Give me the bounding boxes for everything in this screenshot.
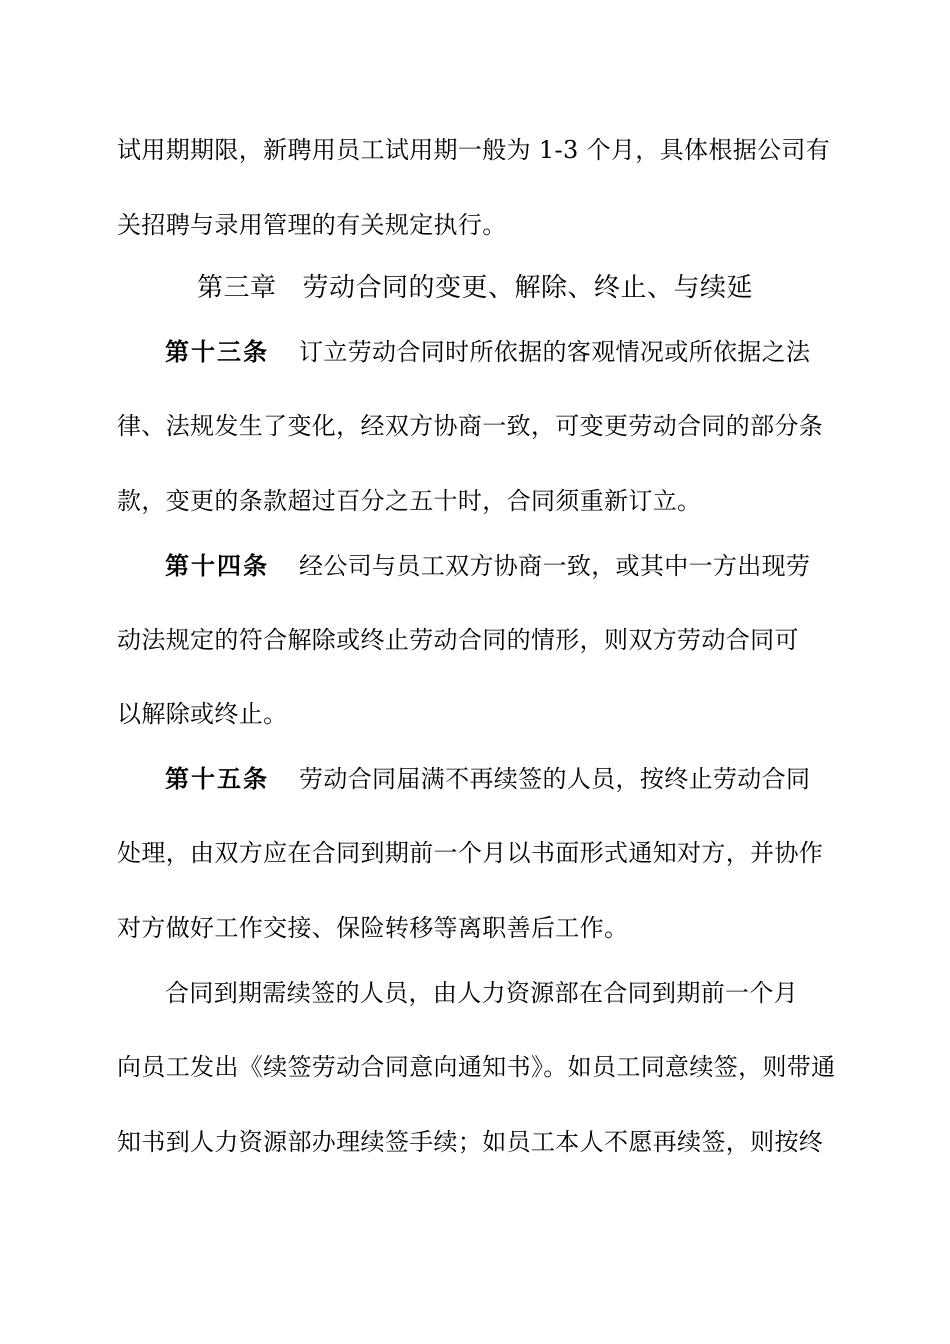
article-13-number: 第十三条: [165, 338, 269, 366]
article-14-line-1: [165, 551, 837, 581]
article-15-line-2: 处理，由双方应在合同到期前一个月以书面形式通知对方，并协作: [117, 839, 824, 867]
chapter-heading: [0, 272, 950, 304]
article-14-text-1: 经公司与员工双方协商一致，或其中一方出现劳: [299, 552, 811, 580]
article-13-text-1: 订立劳动合同时所依据的客观情况或所依据之法: [299, 338, 811, 366]
intro-line-2: 关招聘与录用管理的有关规定执行。: [117, 211, 507, 239]
article-15-line-1: [165, 764, 837, 794]
article-15-line-3: 对方做好工作交接、保险转移等离职善后工作。: [117, 914, 629, 942]
chapter-title: 劳动合同的变更、解除、终止、与续延: [302, 273, 754, 303]
article-14-line-2: 动法规定的符合解除或终止劳动合同的情形，则双方劳动合同可: [117, 626, 799, 654]
article-14-line-3: 以解除或终止。: [117, 700, 288, 728]
renewal-line-2: 向员工发出《续签劳动合同意向通知书》。如员工同意续签，则带通: [117, 1053, 836, 1081]
intro-line-1: 试用期期限，新聘用员工试用期一般为 1-3 个月，具体根据公司有: [117, 136, 831, 164]
article-14-number: 第十四条: [165, 552, 269, 580]
article-13-line-1: [165, 337, 837, 367]
renewal-line-1: 合同到期需续签的人员，由人力资源部在合同到期前一个月: [165, 979, 799, 1007]
article-13-line-2: 律、法规发生了变化，经双方协商一致，可变更劳动合同的部分条: [117, 412, 824, 440]
article-15-number: 第十五条: [165, 765, 269, 793]
chapter-number: 第三章: [196, 273, 277, 303]
article-15-text-1: 劳动合同届满不再续签的人员，按终止劳动合同: [299, 765, 811, 793]
article-13-line-3: 款，变更的条款超过百分之五十时，合同须重新订立。: [117, 487, 702, 515]
renewal-line-3: 知书到人力资源部办理续签手续；如员工本人不愿再续签，则按终: [117, 1128, 824, 1156]
